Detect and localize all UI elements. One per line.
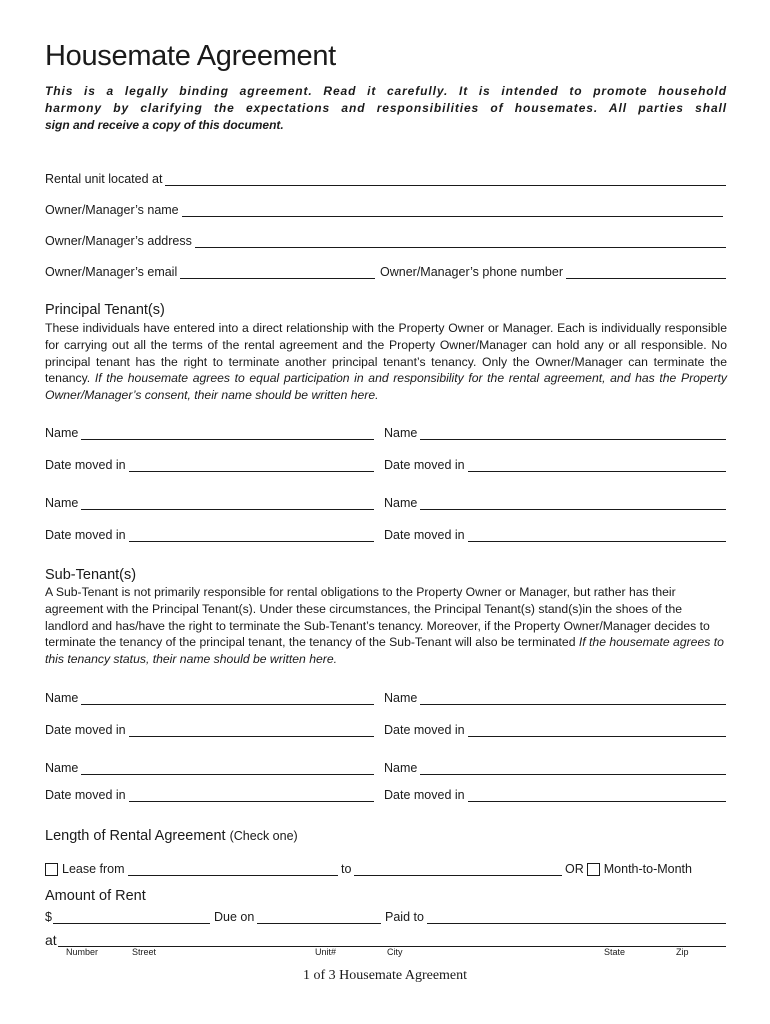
principal-heading: Principal Tenant(s) — [45, 302, 165, 318]
date-line[interactable] — [468, 789, 726, 802]
sub-name-1[interactable] — [45, 691, 374, 705]
name-line[interactable] — [81, 692, 374, 705]
date-label: Date moved in — [45, 723, 126, 737]
owner-name-label: Owner/Manager’s name — [45, 203, 179, 217]
date-label: Date moved in — [45, 458, 126, 472]
sub-text-italic: If the housemate agrees to this tenancy status, their name should be written here. — [45, 635, 724, 667]
sub-date-3[interactable] — [45, 788, 374, 802]
month-to-month-option[interactable] — [565, 862, 692, 876]
address-state-caption: State — [604, 947, 626, 957]
paid-to-line[interactable] — [427, 911, 726, 924]
lease-from-label: Lease from — [62, 862, 125, 876]
lease-from-line[interactable] — [128, 863, 338, 876]
name-label: Name — [384, 691, 418, 705]
due-on-field[interactable] — [214, 910, 381, 924]
owner-email-label: Owner/Manager’s email — [45, 265, 178, 279]
address-street-caption: Street — [132, 947, 157, 957]
date-line[interactable] — [129, 724, 374, 737]
or-label: OR — [565, 862, 584, 876]
name-label: Name — [45, 496, 79, 510]
date-line[interactable] — [129, 459, 374, 472]
name-label: Name — [384, 496, 418, 510]
address-unit-caption: Unit# — [315, 947, 337, 957]
lease-to-label: to — [341, 862, 352, 876]
lease-checkbox[interactable] — [45, 863, 58, 876]
date-line[interactable] — [468, 459, 726, 472]
lease-from-field[interactable] — [45, 862, 338, 876]
lease-to-line[interactable] — [354, 863, 562, 876]
owner-phone-label: Owner/Manager’s phone number — [380, 265, 563, 279]
name-line[interactable] — [81, 762, 374, 775]
date-line[interactable] — [129, 789, 374, 802]
name-label: Name — [384, 761, 418, 775]
rental-unit-label: Rental unit located at — [45, 172, 163, 186]
name-line[interactable] — [420, 427, 726, 440]
date-label: Date moved in — [45, 788, 126, 802]
principal-text — [45, 320, 727, 404]
address-city-caption: City — [387, 947, 403, 957]
sub-text — [45, 584, 727, 668]
intro-line-1: This is a legally binding agreement. Read it carefully. It is intended to promote household — [45, 84, 727, 98]
rental-unit-field[interactable] — [45, 172, 726, 186]
intro-line-3: sign and receive a copy of this document. — [45, 118, 284, 132]
date-line[interactable] — [468, 724, 726, 737]
lease-to-field[interactable] — [341, 862, 562, 876]
principal-name-1[interactable] — [45, 426, 374, 440]
paid-to-field[interactable] — [385, 910, 726, 924]
owner-name-field[interactable] — [45, 203, 723, 217]
dollar-label: $ — [45, 910, 52, 924]
sub-name-3[interactable] — [45, 761, 374, 775]
principal-date-4[interactable] — [384, 528, 726, 542]
length-heading-text: Length of Rental Agreement — [45, 828, 226, 844]
name-label: Name — [45, 426, 79, 440]
paid-to-label: Paid to — [385, 910, 424, 924]
principal-name-4[interactable] — [384, 496, 726, 510]
rent-amount-line[interactable] — [53, 911, 210, 924]
name-line[interactable] — [420, 762, 726, 775]
owner-email-field[interactable] — [45, 265, 375, 279]
intro-line-2: harmony by clarifying the expectations and responsibilities of housemates. All parties shall — [45, 101, 727, 115]
address-zip-caption: Zip — [676, 947, 689, 957]
month-to-month-label: Month-to-Month — [603, 862, 692, 876]
principal-text-italic: If the housemate agrees to equal participation in and responsibility for the rental agreement, and has the Property Owner/Manager’s consent, their name should be written here. — [45, 371, 728, 403]
name-line[interactable] — [81, 497, 374, 510]
principal-date-1[interactable] — [45, 458, 374, 472]
rental-unit-line[interactable] — [165, 173, 726, 186]
principal-name-2[interactable] — [384, 426, 726, 440]
owner-address-field[interactable] — [45, 234, 726, 248]
date-label: Date moved in — [384, 528, 465, 542]
sub-date-2[interactable] — [384, 723, 726, 737]
sub-date-4[interactable] — [384, 788, 726, 802]
name-line[interactable] — [420, 692, 726, 705]
sub-name-2[interactable] — [384, 691, 726, 705]
date-label: Date moved in — [384, 788, 465, 802]
date-label: Date moved in — [45, 528, 126, 542]
principal-date-2[interactable] — [384, 458, 726, 472]
principal-name-3[interactable] — [45, 496, 374, 510]
name-label: Name — [45, 761, 79, 775]
length-heading — [45, 828, 298, 844]
owner-address-line[interactable] — [195, 235, 726, 248]
due-on-label: Due on — [214, 910, 255, 924]
sub-text-body: A Sub-Tenant is not primarily responsible for rental obligations to the Property Owner or Manager, but rather has their agreement with the Principal Tenant(s). Under these circumstances, the Principal Tenant(s) stand(s)in the shoes of the landlord and has/have the right to terminate the Sub-Tenant’s tenancy. Moreover, if the Property Owner/Manager decides to terminate the tenancy of the principal tenant, the tenancy of the Sub-Tenant will also be terminated — [45, 585, 710, 650]
owner-name-line[interactable] — [182, 204, 723, 217]
address-number-caption: Number — [66, 947, 99, 957]
date-line[interactable] — [129, 529, 374, 542]
name-line[interactable] — [420, 497, 726, 510]
date-label: Date moved in — [384, 723, 465, 737]
owner-phone-field[interactable] — [380, 265, 726, 279]
intro-text — [45, 83, 727, 134]
name-line[interactable] — [81, 427, 374, 440]
sub-heading: Sub-Tenant(s) — [45, 567, 137, 583]
payment-address-field[interactable] — [45, 933, 726, 947]
sub-date-1[interactable] — [45, 723, 374, 737]
rent-amount-field[interactable] — [45, 910, 210, 924]
rent-heading: Amount of Rent — [45, 888, 146, 904]
date-label: Date moved in — [384, 458, 465, 472]
principal-text-body: These individuals have entered into a direct relationship with the Property Owner or Manager. Each is individually responsible for carrying out all the terms of the rental agreement and the Property Owner/Manager can hold any or all responsible. No principal tenant has the right to terminate another principal tenant’s tenancy. Only the Owner/Manager can terminate the tenancy. — [45, 321, 727, 386]
sub-name-4[interactable] — [384, 761, 726, 775]
page-title: Housemate Agreement — [45, 40, 336, 72]
name-label: Name — [384, 426, 418, 440]
due-on-line[interactable] — [257, 911, 381, 924]
owner-email-line[interactable] — [180, 266, 375, 279]
length-heading-note: (Check one) — [229, 829, 298, 843]
month-to-month-checkbox[interactable] — [587, 863, 600, 876]
page-footer: 1 of 3 Housemate Agreement — [302, 968, 468, 983]
date-line[interactable] — [468, 529, 726, 542]
owner-phone-line[interactable] — [566, 266, 726, 279]
principal-date-3[interactable] — [45, 528, 374, 542]
name-label: Name — [45, 691, 79, 705]
owner-address-label: Owner/Manager’s address — [45, 234, 192, 248]
payment-address-line[interactable] — [58, 934, 726, 947]
at-label: at — [45, 932, 57, 948]
